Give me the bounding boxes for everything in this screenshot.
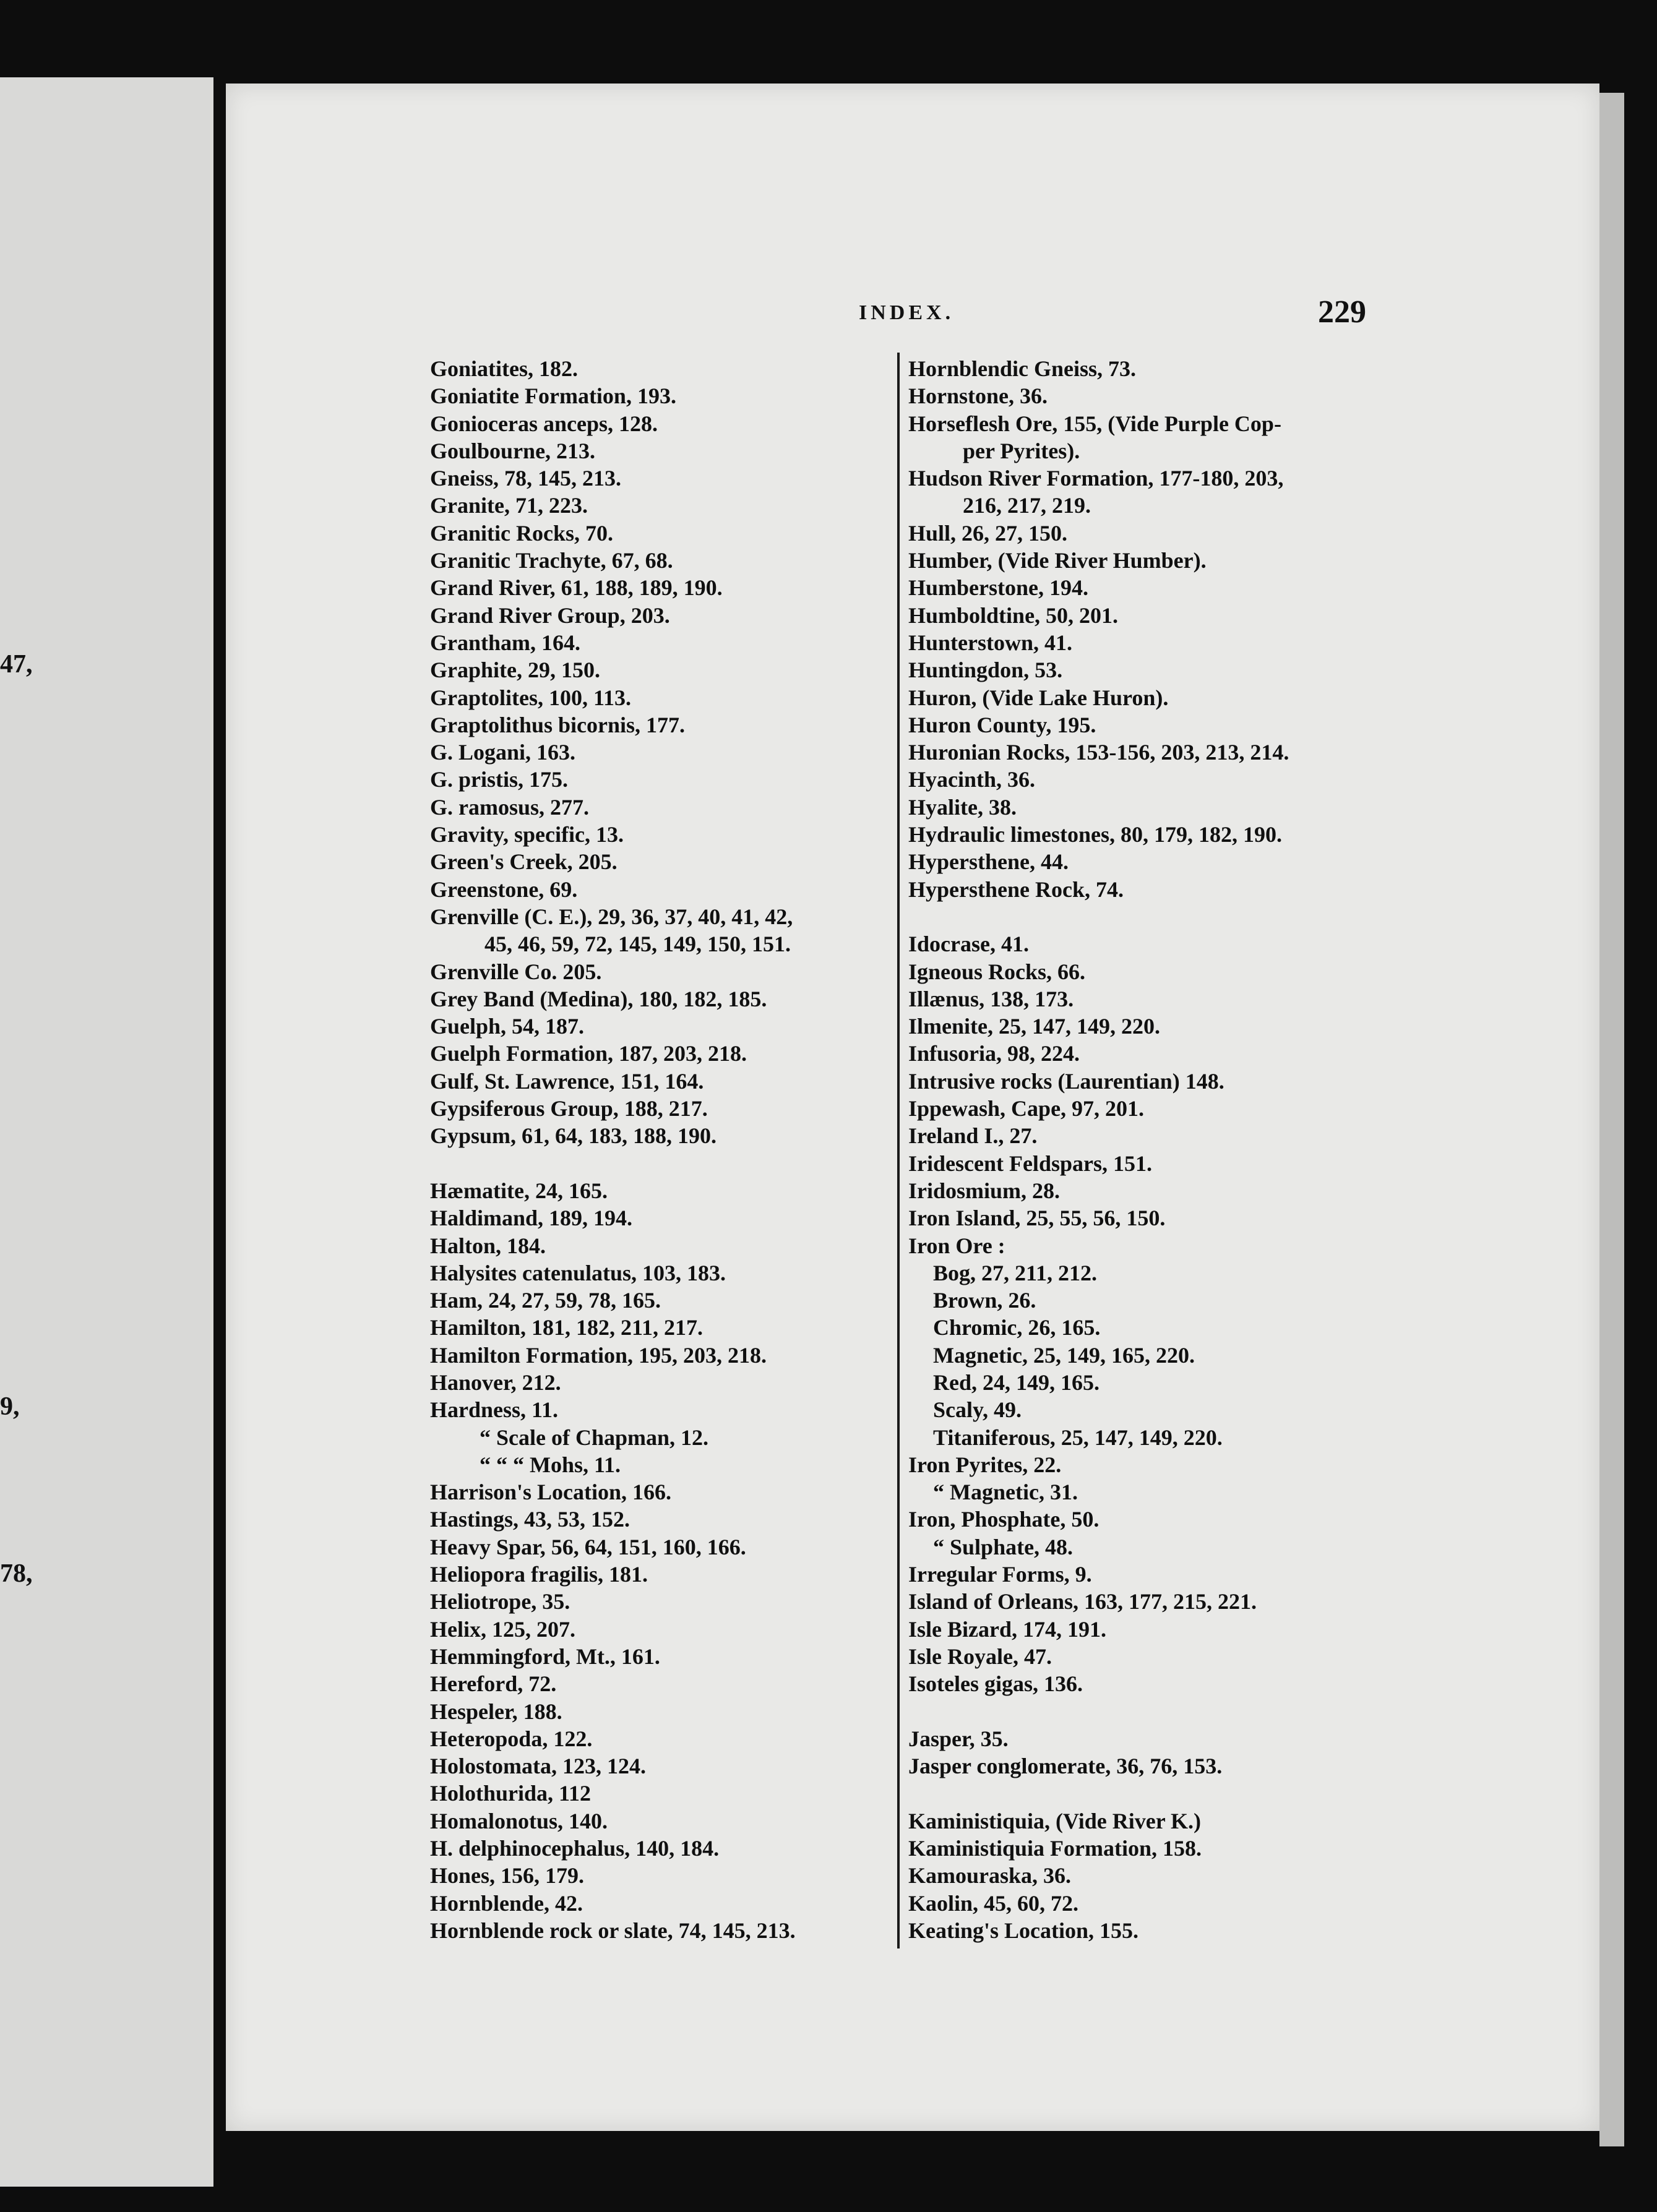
section-gap [908,903,1289,930]
index-entry: Grantham, 164. [430,630,580,655]
index-entry: 216, 217, 219. [963,493,1091,518]
index-column-left [430,355,796,1944]
index-entry: G. ramosus, 277. [430,794,590,820]
index-entry: Heliopora fragilis, 181. [430,1562,648,1587]
index-entry: per Pyrites). [963,438,1080,463]
index-entry: Horseflesh Ore, 155, (Vide Purple Cop- [908,411,1281,436]
page-header-title: INDEX. [859,301,955,324]
index-entry: Magnetic, 25, 149, 165, 220. [933,1342,1195,1368]
index-entry: Iron, Phosphate, 50. [908,1507,1100,1532]
index-entry: Isoteles gigas, 136. [908,1671,1083,1697]
index-entry: Jasper conglomerate, 36, 76, 153. [908,1754,1223,1779]
index-entry: Hornblendic Gneiss, 73. [908,356,1137,381]
index-entry: Grenville (C. E.), 29, 36, 37, 40, 41, 42, [430,904,793,929]
index-entry: Hypersthene Rock, 74. [908,877,1124,902]
index-entry: Hamilton Formation, 195, 203, 218. [430,1342,767,1368]
facing-page-fragment: 47, [0,650,33,679]
index-column-right [908,355,1289,1944]
index-entry: “ Sulphate, 48. [933,1534,1074,1559]
index-entry: Iridescent Feldspars, 151. [908,1151,1152,1176]
page-number: 229 [1318,294,1366,330]
index-entry: Titaniferous, 25, 147, 149, 220. [933,1425,1223,1450]
index-entry: Humber, (Vide River Humber). [908,548,1207,573]
index-entry: Kaolin, 45, 60, 72. [908,1890,1079,1916]
index-entry: Hornblende, 42. [430,1890,583,1916]
index-entry: Isle Royale, 47. [908,1644,1052,1669]
index-entry: Helix, 125, 207. [430,1616,575,1642]
index-entry: Kaministiquia, (Vide River K.) [908,1808,1202,1833]
index-entry: Halton, 184. [430,1233,546,1258]
index-entry: Hyalite, 38. [908,794,1017,820]
index-entry: Granite, 71, 223. [430,493,588,518]
index-entry: Hull, 26, 27, 150. [908,520,1068,546]
index-entry: Chromic, 26, 165. [933,1315,1101,1340]
index-entry: “ “ “ Mohs, 11. [480,1452,621,1477]
index-entry: Granitic Trachyte, 67, 68. [430,548,673,573]
index-entry: Harrison's Location, 166. [430,1480,672,1505]
index-entry: Heteropoda, 122. [430,1726,593,1751]
index-entry: Hornstone, 36. [908,384,1048,409]
facing-page-fragment: 9, [0,1392,20,1421]
index-entry: Ham, 24, 27, 59, 78, 165. [430,1288,661,1313]
index-entry: G. pristis, 175. [430,767,569,792]
index-entry: Irregular Forms, 9. [908,1562,1092,1587]
index-entry: Holostomata, 123, 124. [430,1754,646,1779]
index-entry: Iron Pyrites, 22. [908,1452,1062,1477]
index-entry: Graptolites, 100, 113. [430,685,631,710]
index-entry: Keating's Location, 155. [908,1918,1139,1943]
index-entry: Iridosmium, 28. [908,1178,1061,1203]
index-entry: Hastings, 43, 53, 152. [430,1507,631,1532]
index-entry: Gypsum, 61, 64, 183, 188, 190. [430,1123,717,1149]
index-entry: Red, 24, 149, 165. [933,1370,1100,1395]
index-entry: Ippewash, Cape, 97, 201. [908,1096,1145,1121]
index-entry: Huronian Rocks, 153-156, 203, 213, 214. [908,740,1289,765]
section-gap [430,1150,796,1177]
facing-page-fragment: 78, [0,1559,33,1588]
index-entry: Grand River, 61, 188, 189, 190. [430,575,723,601]
index-entry: Isle Bizard, 174, 191. [908,1616,1106,1642]
index-entry: Hardness, 11. [430,1397,559,1423]
index-entry: Hespeler, 188. [430,1699,562,1724]
index-entry: Infusoria, 98, 224. [908,1041,1080,1066]
index-entry: Gneiss, 78, 145, 213. [430,466,622,491]
index-entry: Graphite, 29, 150. [430,658,600,683]
index-entry: Intrusive rocks (Laurentian) 148. [908,1068,1224,1094]
index-entry: Green's Creek, 205. [430,849,618,875]
index-entry: Halysites catenulatus, 103, 183. [430,1260,726,1285]
index-entry: Heliotrope, 35. [430,1589,570,1614]
index-entry: Grey Band (Medina), 180, 182, 185. [430,986,767,1011]
facing-page-sliver [0,77,213,2187]
index-entry: Ireland I., 27. [908,1123,1038,1149]
index-entry: Hamilton, 181, 182, 211, 217. [430,1315,704,1340]
index-entry: Goniatites, 182. [430,356,578,381]
index-entry: Hæmatite, 24, 165. [430,1178,608,1203]
index-entry: Illænus, 138, 173. [908,986,1074,1011]
index-entry: Igneous Rocks, 66. [908,959,1086,984]
index-entry: Huntingdon, 53. [908,658,1063,683]
index-entry: G. Logani, 163. [430,740,576,765]
index-entry: Hypersthene, 44. [908,849,1069,875]
index-entry: Hemmingford, Mt., 161. [430,1644,660,1669]
index-entry: Humberstone, 194. [908,575,1088,601]
index-entry: Hyacinth, 36. [908,767,1036,792]
index-entry: Haldimand, 189, 194. [430,1206,633,1231]
index-entry: Grenville Co. 205. [430,959,602,984]
index-entry: Huron, (Vide Lake Huron). [908,685,1169,710]
index-entry: Iron Island, 25, 55, 56, 150. [908,1206,1166,1231]
column-divider [897,353,900,1948]
index-entry: Ilmenite, 25, 147, 149, 220. [908,1014,1160,1039]
index-entry: Goniatite Formation, 193. [430,384,676,409]
section-gap [908,1780,1289,1807]
index-entry: Jasper, 35. [908,1726,1009,1751]
index-entry: 45, 46, 59, 72, 145, 149, 150, 151. [484,932,791,957]
index-entry: “ Scale of Chapman, 12. [480,1425,709,1450]
index-entry: Hones, 156, 179. [430,1863,585,1888]
index-entry: Hornblende rock or slate, 74, 145, 213. [430,1918,796,1943]
index-entry: Gonioceras anceps, 128. [430,411,658,436]
index-entry: Homalonotus, 140. [430,1808,608,1833]
index-entry: Bog, 27, 211, 212. [933,1260,1098,1285]
index-entry: “ Magnetic, 31. [933,1480,1078,1505]
index-entry: Hydraulic limestones, 80, 179, 182, 190. [908,822,1282,847]
index-entry: Guelph Formation, 187, 203, 218. [430,1041,747,1066]
index-entry: Granitic Rocks, 70. [430,520,613,546]
index-entry: Iron Ore : [908,1233,1005,1258]
index-entry: Gulf, St. Lawrence, 151, 164. [430,1068,704,1094]
index-entry: Grand River Group, 203. [430,602,670,628]
index-entry: Kamouraska, 36. [908,1863,1072,1888]
index-entry: Huron County, 195. [908,712,1096,737]
index-entry: Hudson River Formation, 177-180, 203, [908,466,1284,491]
section-gap [908,1698,1289,1725]
index-entry: Guelph, 54, 187. [430,1014,585,1039]
index-entry: Gypsiferous Group, 188, 217. [430,1096,708,1121]
page-edge [1599,93,1624,2146]
index-entry: Kaministiquia Formation, 158. [908,1836,1202,1861]
index-entry: Idocrase, 41. [908,932,1029,957]
index-entry: Brown, 26. [933,1288,1036,1313]
index-entry: Humboldtine, 50, 201. [908,602,1119,628]
index-entry: Graptolithus bicornis, 177. [430,712,686,737]
index-entry: Greenstone, 69. [430,877,578,902]
index-entry: Hunterstown, 41. [908,630,1073,655]
index-entry: Island of Orleans, 163, 177, 215, 221. [908,1589,1257,1614]
index-entry: Scaly, 49. [933,1397,1022,1423]
index-entry: Goulbourne, 213. [430,438,596,463]
index-entry: Gravity, specific, 13. [430,822,624,847]
index-entry: H. delphinocephalus, 140, 184. [430,1836,720,1861]
index-entry: Heavy Spar, 56, 64, 151, 160, 166. [430,1534,746,1559]
index-entry: Holothurida, 112 [430,1781,592,1806]
index-entry: Hereford, 72. [430,1671,557,1697]
index-entry: Hanover, 212. [430,1370,561,1395]
